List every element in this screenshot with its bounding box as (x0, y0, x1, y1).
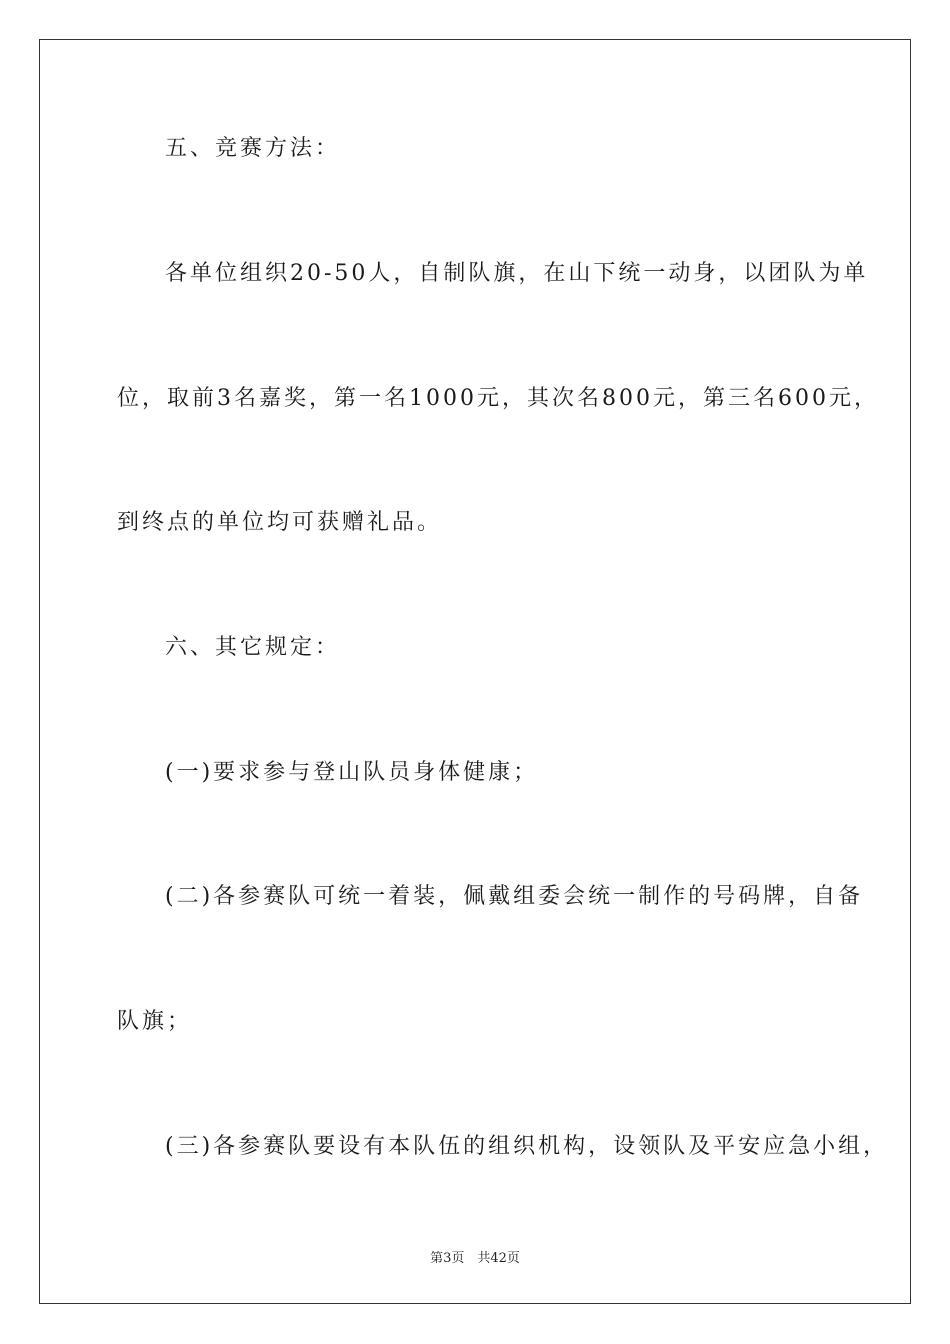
list-item-2-continued: 队旗； (117, 1009, 193, 1034)
page-border (39, 39, 911, 1304)
list-item-2: (二)各参赛队可统一着装，佩戴组委会统一制作的号码牌，自备 (165, 884, 864, 909)
section-heading-6: 六、其它规定： (165, 635, 341, 660)
paragraph-line: 位，取前3名嘉奖，第一名1000元，其次名800元，第三名600元， (117, 386, 879, 411)
paragraph-line: 到终点的单位均可获赠礼品。 (117, 510, 443, 535)
list-item-1: (一)要求参与登山队员身体健康； (165, 760, 539, 785)
page-number-footer: 第3页 共42页 (430, 1251, 520, 1266)
section-heading-5: 五、竞赛方法： (165, 136, 341, 161)
paragraph-line: 各单位组织20-50人，自制队旗，在山下统一动身，以团队为单 (165, 261, 869, 286)
list-item-3: (三)各参赛队要设有本队伍的组织机构，设领队及平安应急小组， (165, 1134, 889, 1159)
